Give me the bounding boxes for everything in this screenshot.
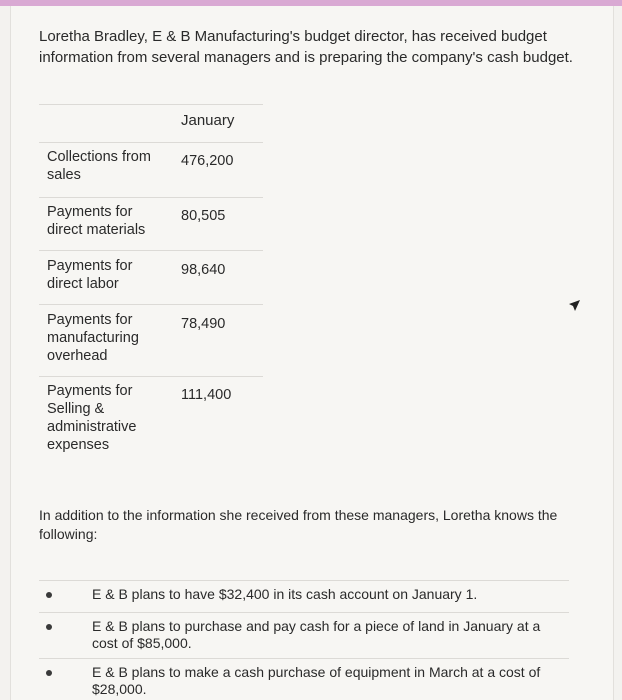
row-value-selling-administrative: 111,400 [181,387,232,403]
table-divider [39,250,263,251]
bullet-text: E & B plans to have $32,400 in its cash account on January 1. [92,586,478,602]
table-divider [39,304,263,305]
row-value-manufacturing-overhead: 78,490 [181,316,226,332]
row-label-direct-materials: Payments for direct materials [47,204,146,238]
row-label-manufacturing-overhead: Payments for manufacturing overhead [47,312,139,364]
table-divider [39,197,263,198]
row-value-direct-labor: 98,640 [181,262,226,278]
bullet-dot-icon [46,670,52,676]
bullet-divider [39,658,569,659]
bullet-divider [39,580,569,581]
document-page [10,6,614,700]
column-header-january: January [181,112,235,129]
table-divider [39,142,263,143]
bullet-divider [39,612,569,613]
row-label-collections: Collections from sales [47,149,151,183]
bullet-text: E & B plans to make a cash purchase of equipment in March at a cost of $28,000. [92,664,541,697]
bullet-dot-icon [46,592,52,598]
row-value-collections: 476,200 [181,153,234,169]
table-divider [39,376,263,377]
bullet-dot-icon [46,624,52,630]
row-value-direct-materials: 80,505 [181,208,226,224]
row-label-selling-administrative: Payments for Selling & administrative expenses [47,383,137,453]
cursor-arrow-icon [567,299,581,313]
intro-paragraph: Loretha Bradley, E & B Manufacturing's budget director, has received budget information from several managers and is preparing the company's cash budget. [39,28,573,66]
bullet-text: E & B plans to purchase and pay cash for a piece of land in January at a cost of $85,000. [92,618,541,651]
row-label-direct-labor: Payments for direct labor [47,258,133,292]
table-divider [39,104,263,105]
additional-info-paragraph: In addition to the information she received from these managers, Loretha knows the following: [39,507,558,542]
